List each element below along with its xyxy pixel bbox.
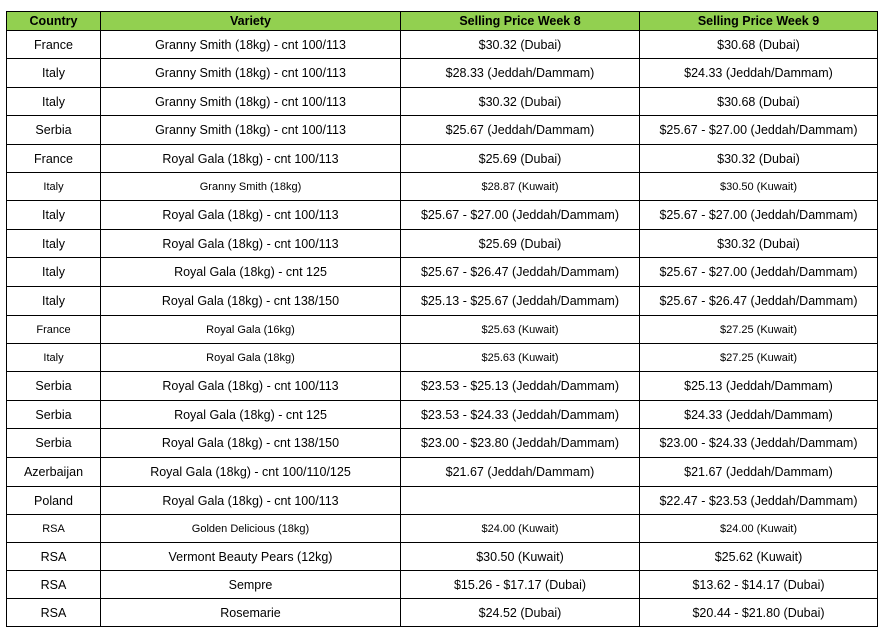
cell-country: Italy xyxy=(7,344,101,372)
table-row xyxy=(7,401,878,429)
cell-country: Italy xyxy=(7,258,101,287)
cell-variety: Royal Gala (18kg) - cnt 100/113 xyxy=(101,487,401,515)
table-row xyxy=(7,31,878,59)
cell-week8: $28.87 (Kuwait) xyxy=(401,173,640,201)
cell-week8: $21.67 (Jeddah/Dammam) xyxy=(401,458,640,487)
header-week9: Selling Price Week 9 xyxy=(640,12,878,31)
cell-variety: Royal Gala (18kg) - cnt 125 xyxy=(101,401,401,429)
cell-country: Italy xyxy=(7,230,101,258)
table-row xyxy=(7,429,878,458)
cell-week8: $23.53 - $24.33 (Jeddah/Dammam) xyxy=(401,401,640,429)
cell-variety: Royal Gala (18kg) - cnt 138/150 xyxy=(101,429,401,458)
cell-variety: Royal Gala (18kg) - cnt 100/113 xyxy=(101,145,401,173)
cell-country: RSA xyxy=(7,571,101,599)
table-row xyxy=(7,88,878,116)
cell-week8: $25.67 - $26.47 (Jeddah/Dammam) xyxy=(401,258,640,287)
cell-week8: $25.63 (Kuwait) xyxy=(401,344,640,372)
cell-week9: $30.68 (Dubai) xyxy=(640,88,878,116)
cell-country: Serbia xyxy=(7,116,101,145)
cell-variety: Royal Gala (16kg) xyxy=(101,316,401,344)
cell-week8: $30.32 (Dubai) xyxy=(401,31,640,59)
cell-country: Italy xyxy=(7,287,101,316)
cell-country: Serbia xyxy=(7,429,101,458)
cell-country: Italy xyxy=(7,173,101,201)
cell-week8: $24.52 (Dubai) xyxy=(401,599,640,627)
cell-country: Serbia xyxy=(7,372,101,401)
cell-variety: Royal Gala (18kg) - cnt 100/113 xyxy=(101,230,401,258)
cell-week9: $30.50 (Kuwait) xyxy=(640,173,878,201)
table-body xyxy=(7,31,878,627)
table-row xyxy=(7,487,878,515)
cell-country: Italy xyxy=(7,201,101,230)
cell-variety: Royal Gala (18kg) - cnt 125 xyxy=(101,258,401,287)
cell-variety: Vermont Beauty Pears (12kg) xyxy=(101,543,401,571)
cell-week9: $22.47 - $23.53 (Jeddah/Dammam) xyxy=(640,487,878,515)
table-row xyxy=(7,201,878,230)
cell-week8: $24.00 (Kuwait) xyxy=(401,515,640,543)
cell-variety: Golden Delicious (18kg) xyxy=(101,515,401,543)
cell-country: France xyxy=(7,145,101,173)
table-row xyxy=(7,230,878,258)
header-row xyxy=(7,12,878,31)
table-row xyxy=(7,173,878,201)
cell-week9: $27.25 (Kuwait) xyxy=(640,316,878,344)
cell-week8: $25.67 - $27.00 (Jeddah/Dammam) xyxy=(401,201,640,230)
cell-variety: Rosemarie xyxy=(101,599,401,627)
header-country: Country xyxy=(7,12,101,31)
table-row xyxy=(7,543,878,571)
cell-week8: $23.00 - $23.80 (Jeddah/Dammam) xyxy=(401,429,640,458)
cell-country: RSA xyxy=(7,543,101,571)
cell-variety: Royal Gala (18kg) - cnt 100/113 xyxy=(101,372,401,401)
cell-variety: Royal Gala (18kg) - cnt 100/110/125 xyxy=(101,458,401,487)
header-week8: Selling Price Week 8 xyxy=(401,12,640,31)
cell-week8: $25.69 (Dubai) xyxy=(401,145,640,173)
table-row xyxy=(7,287,878,316)
header-variety: Variety xyxy=(101,12,401,31)
cell-week8: $25.67 (Jeddah/Dammam) xyxy=(401,116,640,145)
price-table xyxy=(6,11,878,627)
table-row xyxy=(7,599,878,627)
cell-week9: $30.32 (Dubai) xyxy=(640,230,878,258)
table-row xyxy=(7,145,878,173)
cell-variety: Royal Gala (18kg) - cnt 138/150 xyxy=(101,287,401,316)
cell-week8: $25.63 (Kuwait) xyxy=(401,316,640,344)
cell-country: RSA xyxy=(7,515,101,543)
table-row xyxy=(7,116,878,145)
cell-country: Serbia xyxy=(7,401,101,429)
cell-week9: $30.68 (Dubai) xyxy=(640,31,878,59)
cell-week8: $15.26 - $17.17 (Dubai) xyxy=(401,571,640,599)
cell-week8: $30.50 (Kuwait) xyxy=(401,543,640,571)
cell-country: RSA xyxy=(7,599,101,627)
table-row xyxy=(7,344,878,372)
cell-week8: $28.33 (Jeddah/Dammam) xyxy=(401,59,640,88)
table-row xyxy=(7,258,878,287)
cell-week8: $23.53 - $25.13 (Jeddah/Dammam) xyxy=(401,372,640,401)
cell-variety: Royal Gala (18kg) - cnt 100/113 xyxy=(101,201,401,230)
table-row xyxy=(7,571,878,599)
cell-week8 xyxy=(401,487,640,515)
cell-country: Azerbaijan xyxy=(7,458,101,487)
cell-week9: $21.67 (Jeddah/Dammam) xyxy=(640,458,878,487)
cell-variety: Granny Smith (18kg) - cnt 100/113 xyxy=(101,116,401,145)
cell-variety: Sempre xyxy=(101,571,401,599)
cell-week9: $25.67 - $26.47 (Jeddah/Dammam) xyxy=(640,287,878,316)
cell-country: France xyxy=(7,31,101,59)
cell-week9: $20.44 - $21.80 (Dubai) xyxy=(640,599,878,627)
table-row xyxy=(7,515,878,543)
table-row xyxy=(7,372,878,401)
cell-week9: $23.00 - $24.33 (Jeddah/Dammam) xyxy=(640,429,878,458)
cell-week9: $25.67 - $27.00 (Jeddah/Dammam) xyxy=(640,116,878,145)
cell-country: Italy xyxy=(7,59,101,88)
cell-week9: $24.33 (Jeddah/Dammam) xyxy=(640,59,878,88)
cell-week9: $25.62 (Kuwait) xyxy=(640,543,878,571)
cell-week9: $30.32 (Dubai) xyxy=(640,145,878,173)
cell-week8: $25.13 - $25.67 (Jeddah/Dammam) xyxy=(401,287,640,316)
cell-week9: $13.62 - $14.17 (Dubai) xyxy=(640,571,878,599)
table-row xyxy=(7,316,878,344)
cell-week9: $25.67 - $27.00 (Jeddah/Dammam) xyxy=(640,258,878,287)
cell-country: France xyxy=(7,316,101,344)
cell-country: Poland xyxy=(7,487,101,515)
cell-week9: $27.25 (Kuwait) xyxy=(640,344,878,372)
cell-variety: Royal Gala (18kg) xyxy=(101,344,401,372)
table-row xyxy=(7,458,878,487)
cell-week9: $24.00 (Kuwait) xyxy=(640,515,878,543)
table-row xyxy=(7,59,878,88)
cell-week8: $25.69 (Dubai) xyxy=(401,230,640,258)
cell-week8: $30.32 (Dubai) xyxy=(401,88,640,116)
cell-variety: Granny Smith (18kg) - cnt 100/113 xyxy=(101,31,401,59)
cell-country: Italy xyxy=(7,88,101,116)
cell-variety: Granny Smith (18kg) - cnt 100/113 xyxy=(101,59,401,88)
cell-variety: Granny Smith (18kg) xyxy=(101,173,401,201)
table-header xyxy=(7,12,878,31)
cell-variety: Granny Smith (18kg) - cnt 100/113 xyxy=(101,88,401,116)
cell-week9: $24.33 (Jeddah/Dammam) xyxy=(640,401,878,429)
cell-week9: $25.67 - $27.00 (Jeddah/Dammam) xyxy=(640,201,878,230)
cell-week9: $25.13 (Jeddah/Dammam) xyxy=(640,372,878,401)
